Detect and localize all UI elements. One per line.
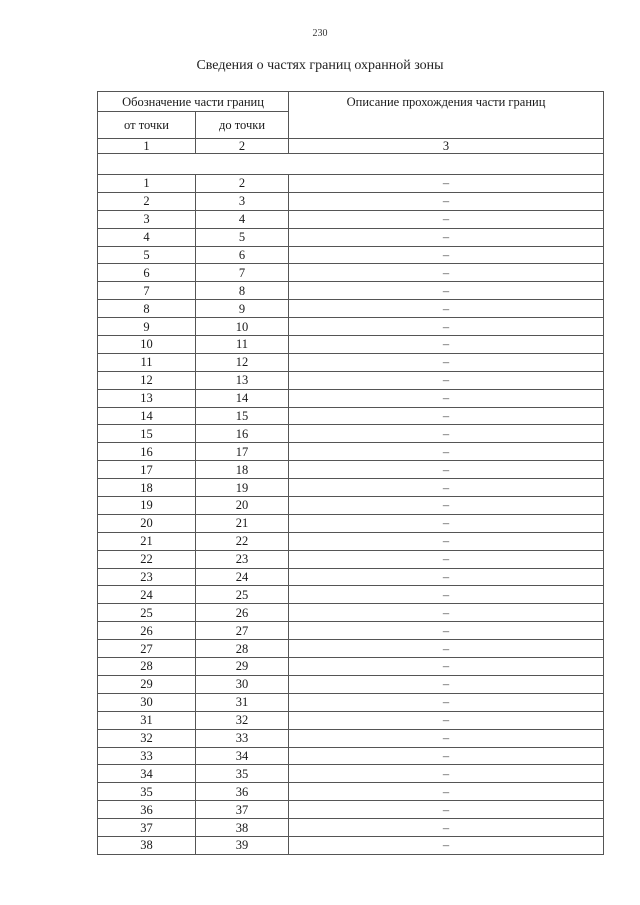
from-point-cell: 36 xyxy=(98,801,196,819)
to-point-cell: 36 xyxy=(196,783,289,801)
table-row xyxy=(98,747,604,765)
to-point-cell: 32 xyxy=(196,711,289,729)
description-cell: – xyxy=(289,604,604,622)
to-point-cell: 39 xyxy=(196,836,289,854)
table-row xyxy=(98,568,604,586)
description-cell: – xyxy=(289,425,604,443)
table-row xyxy=(98,228,604,246)
description-cell: – xyxy=(289,532,604,550)
table-row xyxy=(98,640,604,658)
description-cell: – xyxy=(289,675,604,693)
from-point-cell: 3 xyxy=(98,210,196,228)
to-point-cell: 26 xyxy=(196,604,289,622)
header-description: Описание прохождения части границ xyxy=(289,92,604,139)
table-row xyxy=(98,175,604,193)
from-point-cell: 35 xyxy=(98,783,196,801)
description-cell: – xyxy=(289,693,604,711)
from-point-cell: 13 xyxy=(98,389,196,407)
from-point-cell: 31 xyxy=(98,711,196,729)
description-cell: – xyxy=(289,819,604,837)
header-from-point: от точки xyxy=(98,112,196,139)
to-point-cell: 29 xyxy=(196,658,289,676)
from-point-cell: 20 xyxy=(98,514,196,532)
table-row xyxy=(98,532,604,550)
table-row xyxy=(98,282,604,300)
to-point-cell: 8 xyxy=(196,282,289,300)
from-point-cell: 5 xyxy=(98,246,196,264)
from-point-cell: 18 xyxy=(98,479,196,497)
description-cell: – xyxy=(289,729,604,747)
table-row xyxy=(98,711,604,729)
description-cell: – xyxy=(289,228,604,246)
description-cell: – xyxy=(289,586,604,604)
from-point-cell: 25 xyxy=(98,604,196,622)
from-point-cell: 34 xyxy=(98,765,196,783)
to-point-cell: 16 xyxy=(196,425,289,443)
table-row xyxy=(98,318,604,336)
to-point-cell: 19 xyxy=(196,479,289,497)
spacer-cell xyxy=(98,154,604,175)
to-point-cell: 6 xyxy=(196,246,289,264)
table-row xyxy=(98,604,604,622)
table-row xyxy=(98,675,604,693)
table-row xyxy=(98,514,604,532)
to-point-cell: 28 xyxy=(196,640,289,658)
table-row xyxy=(98,210,604,228)
to-point-cell: 7 xyxy=(196,264,289,282)
to-point-cell: 24 xyxy=(196,568,289,586)
table-row xyxy=(98,819,604,837)
table-row xyxy=(98,479,604,497)
boundary-parts-table xyxy=(97,91,604,855)
to-point-cell: 13 xyxy=(196,371,289,389)
description-cell: – xyxy=(289,246,604,264)
description-cell: – xyxy=(289,175,604,193)
description-cell: – xyxy=(289,300,604,318)
from-point-cell: 19 xyxy=(98,497,196,515)
description-cell: – xyxy=(289,282,604,300)
from-point-cell: 24 xyxy=(98,586,196,604)
from-point-cell: 14 xyxy=(98,407,196,425)
table-row xyxy=(98,783,604,801)
table-row xyxy=(98,658,604,676)
description-cell: – xyxy=(289,801,604,819)
description-cell: – xyxy=(289,568,604,586)
description-cell: – xyxy=(289,747,604,765)
description-cell: – xyxy=(289,318,604,336)
table-row xyxy=(98,550,604,568)
table-row xyxy=(98,264,604,282)
from-point-cell: 22 xyxy=(98,550,196,568)
table-row xyxy=(98,300,604,318)
table-row xyxy=(98,461,604,479)
table-row xyxy=(98,407,604,425)
description-cell: – xyxy=(289,336,604,354)
to-point-cell: 22 xyxy=(196,532,289,550)
from-point-cell: 37 xyxy=(98,819,196,837)
from-point-cell: 1 xyxy=(98,175,196,193)
to-point-cell: 21 xyxy=(196,514,289,532)
from-point-cell: 8 xyxy=(98,300,196,318)
page-number: 230 xyxy=(312,28,328,39)
description-cell: – xyxy=(289,479,604,497)
description-cell: – xyxy=(289,836,604,854)
from-point-cell: 2 xyxy=(98,192,196,210)
from-point-cell: 11 xyxy=(98,353,196,371)
to-point-cell: 37 xyxy=(196,801,289,819)
from-point-cell: 7 xyxy=(98,282,196,300)
to-point-cell: 2 xyxy=(196,175,289,193)
description-cell: – xyxy=(289,389,604,407)
to-point-cell: 9 xyxy=(196,300,289,318)
from-point-cell: 38 xyxy=(98,836,196,854)
table-row xyxy=(98,336,604,354)
column-number-3: 3 xyxy=(289,139,604,154)
description-cell: – xyxy=(289,443,604,461)
to-point-cell: 20 xyxy=(196,497,289,515)
from-point-cell: 33 xyxy=(98,747,196,765)
from-point-cell: 6 xyxy=(98,264,196,282)
from-point-cell: 26 xyxy=(98,622,196,640)
column-number-2: 2 xyxy=(196,139,289,154)
from-point-cell: 28 xyxy=(98,658,196,676)
table-row xyxy=(98,443,604,461)
table-row xyxy=(98,371,604,389)
table-row xyxy=(98,836,604,854)
description-cell: – xyxy=(289,658,604,676)
table-row xyxy=(98,497,604,515)
to-point-cell: 35 xyxy=(196,765,289,783)
to-point-cell: 14 xyxy=(196,389,289,407)
to-point-cell: 23 xyxy=(196,550,289,568)
to-point-cell: 11 xyxy=(196,336,289,354)
header-to-point: до точки xyxy=(196,112,289,139)
from-point-cell: 12 xyxy=(98,371,196,389)
column-number-row xyxy=(98,139,604,154)
table-row xyxy=(98,246,604,264)
column-number-1: 1 xyxy=(98,139,196,154)
from-point-cell: 23 xyxy=(98,568,196,586)
to-point-cell: 18 xyxy=(196,461,289,479)
spacer-row xyxy=(98,154,604,175)
table-row xyxy=(98,693,604,711)
description-cell: – xyxy=(289,264,604,282)
to-point-cell: 30 xyxy=(196,675,289,693)
description-cell: – xyxy=(289,514,604,532)
description-cell: – xyxy=(289,192,604,210)
description-cell: – xyxy=(289,783,604,801)
from-point-cell: 10 xyxy=(98,336,196,354)
from-point-cell: 21 xyxy=(98,532,196,550)
from-point-cell: 4 xyxy=(98,228,196,246)
description-cell: – xyxy=(289,210,604,228)
to-point-cell: 5 xyxy=(196,228,289,246)
table-row xyxy=(98,353,604,371)
to-point-cell: 27 xyxy=(196,622,289,640)
to-point-cell: 15 xyxy=(196,407,289,425)
table-row xyxy=(98,801,604,819)
table-row xyxy=(98,765,604,783)
description-cell: – xyxy=(289,407,604,425)
document-title: Сведения о частях границ охранной зоны xyxy=(196,58,444,73)
from-point-cell: 30 xyxy=(98,693,196,711)
table-row xyxy=(98,586,604,604)
description-cell: – xyxy=(289,497,604,515)
table-body xyxy=(98,175,604,855)
description-cell: – xyxy=(289,622,604,640)
to-point-cell: 10 xyxy=(196,318,289,336)
description-cell: – xyxy=(289,711,604,729)
table-row xyxy=(98,425,604,443)
to-point-cell: 34 xyxy=(196,747,289,765)
from-point-cell: 29 xyxy=(98,675,196,693)
from-point-cell: 32 xyxy=(98,729,196,747)
description-cell: – xyxy=(289,371,604,389)
to-point-cell: 4 xyxy=(196,210,289,228)
to-point-cell: 38 xyxy=(196,819,289,837)
from-point-cell: 15 xyxy=(98,425,196,443)
to-point-cell: 33 xyxy=(196,729,289,747)
from-point-cell: 16 xyxy=(98,443,196,461)
to-point-cell: 3 xyxy=(196,192,289,210)
description-cell: – xyxy=(289,765,604,783)
header-row-1 xyxy=(98,92,604,112)
from-point-cell: 17 xyxy=(98,461,196,479)
table-row xyxy=(98,729,604,747)
table-row xyxy=(98,622,604,640)
header-boundary-designation: Обозначение части границ xyxy=(98,92,289,112)
to-point-cell: 17 xyxy=(196,443,289,461)
description-cell: – xyxy=(289,461,604,479)
table-row xyxy=(98,389,604,407)
description-cell: – xyxy=(289,353,604,371)
from-point-cell: 27 xyxy=(98,640,196,658)
to-point-cell: 31 xyxy=(196,693,289,711)
from-point-cell: 9 xyxy=(98,318,196,336)
to-point-cell: 12 xyxy=(196,353,289,371)
table-row xyxy=(98,192,604,210)
description-cell: – xyxy=(289,640,604,658)
description-cell: – xyxy=(289,550,604,568)
boundary-table-container xyxy=(97,91,603,855)
to-point-cell: 25 xyxy=(196,586,289,604)
